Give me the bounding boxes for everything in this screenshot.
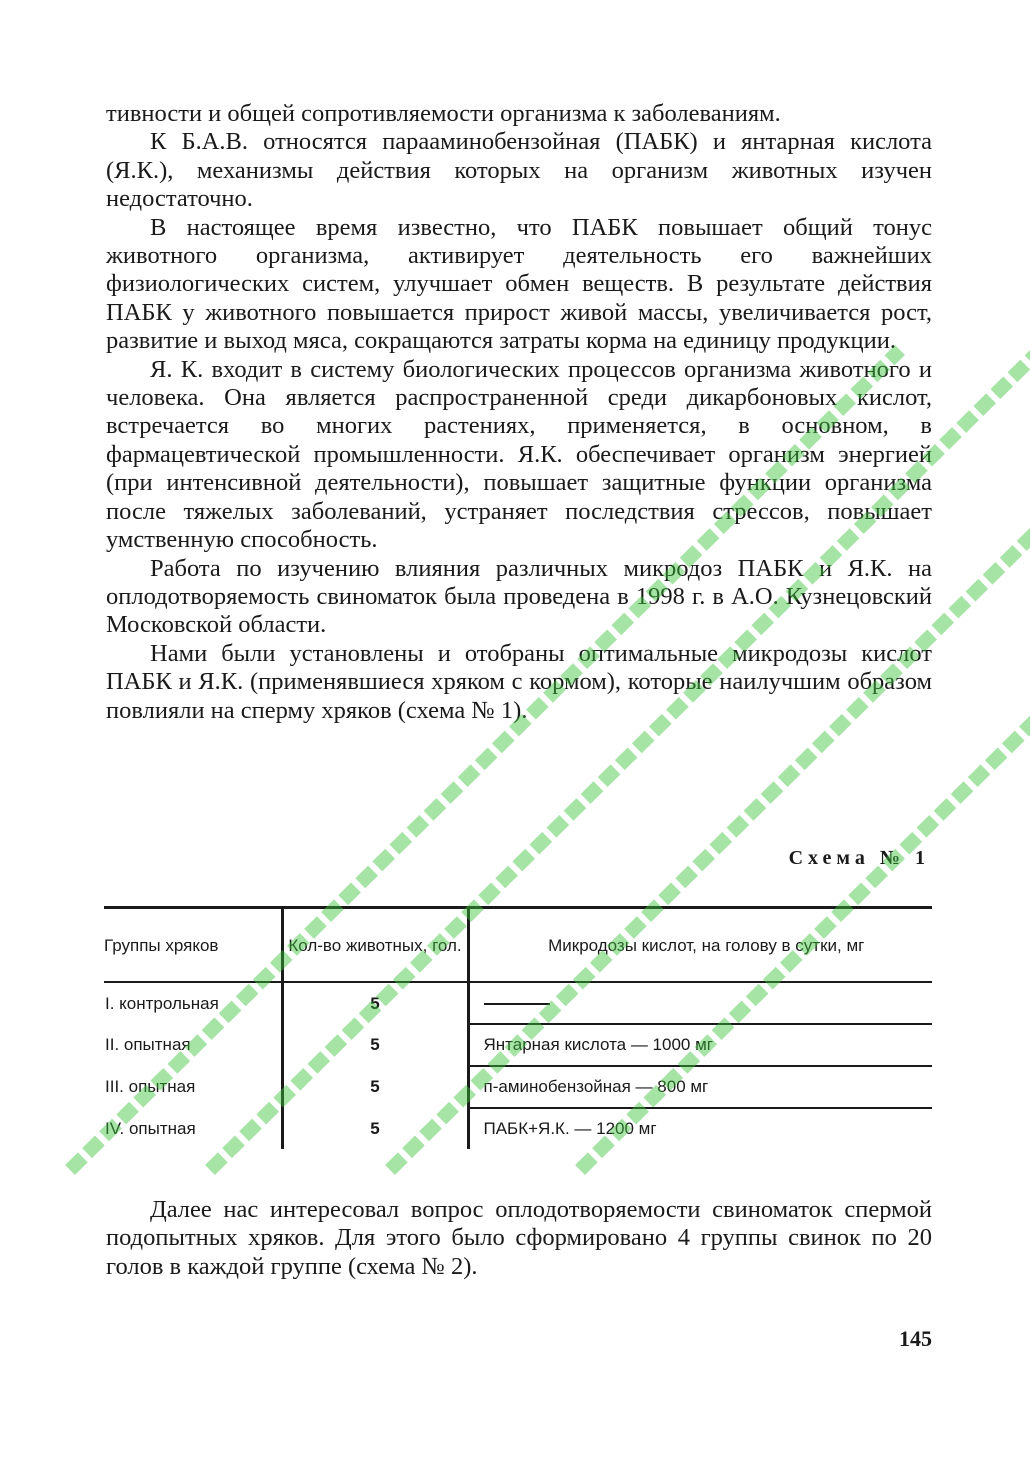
cell-group: III. опытная xyxy=(104,1066,282,1108)
cell-group: IV. опытная xyxy=(104,1108,282,1149)
after-table-text xyxy=(106,1196,932,1281)
cell-count: 5 xyxy=(282,982,468,1024)
table-row xyxy=(104,1108,932,1149)
scheme-label: Схема № 1 xyxy=(788,847,930,869)
paragraph: Нами были установлены и отобраны оптимальные микродозы кислот ПАБК и Я.К. (применявшиеся хряком с кормом), которые наилучшим образом повлияли на сперму хряков (схема № 1). xyxy=(106,639,932,724)
cell-dose: п-аминобензойная — 800 мг xyxy=(468,1066,932,1108)
cell-dose: ПАБК+Я.К. — 1200 мг xyxy=(483,1119,657,1138)
header-group: Группы хряков xyxy=(104,908,282,983)
table-row xyxy=(104,1024,932,1066)
paragraph: К Б.А.В. относятся парааминобензойная (ПАБК) и янтарная кислота (Я.К.), механизмы действия которых на организм животных изучен недостаточно. xyxy=(106,128,932,213)
paragraph: Далее нас интересовал вопрос оплодотворяемости свиноматок спермой подопытных хряков. Для этого было сформировано 4 группы свинок по 20 голов в каждой группе (схема № 2). xyxy=(106,1196,932,1280)
scheme-table-wrapper xyxy=(104,906,932,1149)
dash-mark xyxy=(484,1003,550,1005)
cell-count: 5 xyxy=(282,1024,468,1066)
header-count: Кол-во животных, гол. xyxy=(282,908,468,983)
body-text xyxy=(106,100,932,725)
paragraph: Работа по изучению влияния различных микродоз ПАБК и Я.К. на оплодотворяемость свиноматок была проведена в 1998 г. в А.О. Кузнецовский Московской области. xyxy=(106,554,932,639)
paragraph: В настоящее время известно, что ПАБК повышает общий тонус животного организма, активирует деятельность его важнейших физиологических систем, улучшает обмен веществ. В результате действия ПАБК у животного повышается прирост живой массы, увеличивается рост, развитие и выход мяса, сокращаются затраты корма на единицу продукции. xyxy=(106,213,932,355)
table-row xyxy=(104,982,932,1024)
cell-dose-empty xyxy=(468,982,932,1024)
cell-count: 5 xyxy=(282,1108,468,1149)
table-header-row xyxy=(104,908,932,983)
cell-dose: Янтарная кислота — 1000 мг xyxy=(468,1024,932,1066)
cell-count: 5 xyxy=(282,1066,468,1108)
table-row xyxy=(104,1066,932,1108)
page-number: 145 xyxy=(899,1326,932,1351)
cell-group: II. опытная xyxy=(104,1024,282,1066)
paragraph: тивности и общей сопротивляемости организма к заболеваниям. xyxy=(106,100,781,127)
paragraph: Я. К. входит в систему биологических процессов организма животного и человека. Она является распространенной среди дикарбоновых кислот, встречается во многих растениях, применяется, в основном, в фармацевтической промышленности. Я.К. обеспечивает организм энергией (при интенсивной деятельности), повышает защитные функции организма после тяжелых заболеваний, устраняет последствия стрессов, повышает умственную способность. xyxy=(106,355,932,554)
header-dose: Микродозы кислот, на голову в сутки, мг xyxy=(468,908,932,983)
scheme-table xyxy=(104,906,932,1149)
cell-group: I. контрольная xyxy=(104,982,282,1024)
